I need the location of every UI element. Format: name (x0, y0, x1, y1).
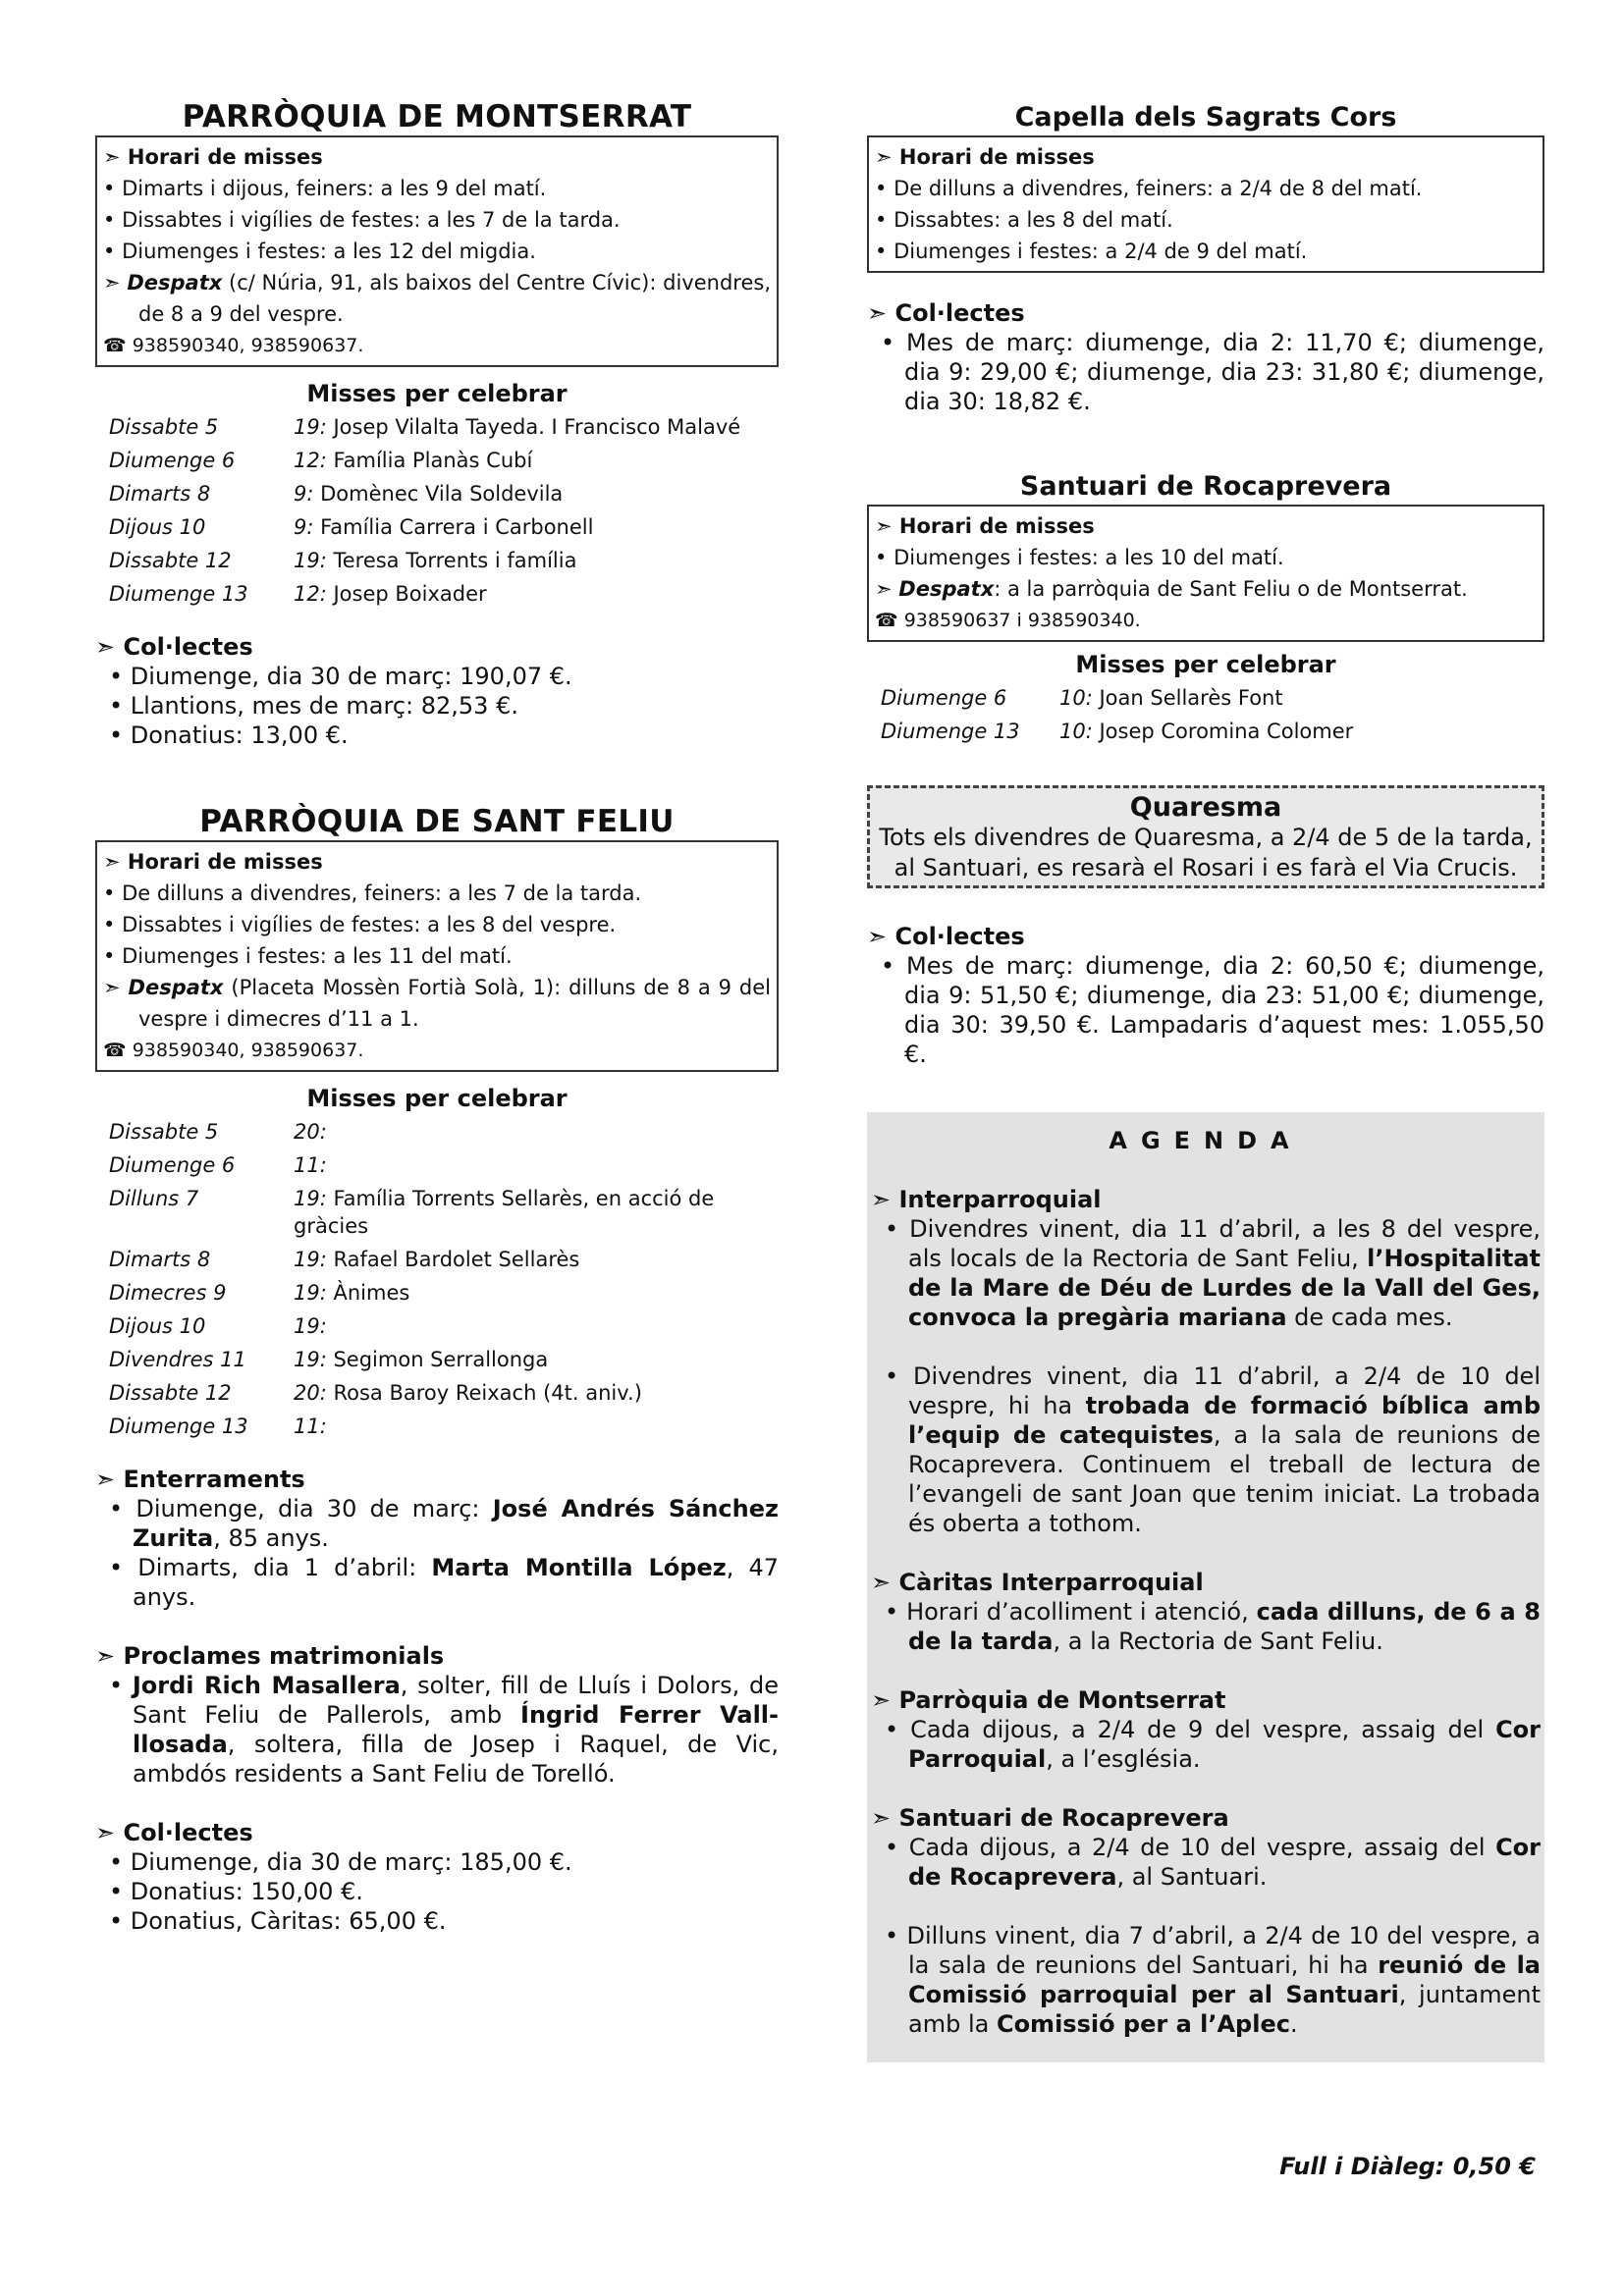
misses-intention (294, 1115, 779, 1148)
table-row (109, 1276, 779, 1309)
proclama-text: , soltera, filla de Josep i Raquel, de Vic, ambdós residents a Sant Feliu de Torelló. (133, 1731, 779, 1788)
misses-text: Josep Coromina Colomer (1092, 720, 1354, 743)
rocaprevera-despatx (875, 573, 1537, 605)
misses-day: Diumenge 13 (881, 720, 1020, 743)
santfeliu-phone: ☎ 938590340, 938590637. (103, 1040, 364, 1061)
quaresma-box (867, 785, 1544, 888)
right-column (867, 0, 1544, 2062)
agenda-item (871, 1214, 1541, 1332)
table-row (109, 410, 740, 444)
agenda-highlight: l’Hospitalitat de la Mare de Déu de Lurdes de la Vall del Ges, convoca la pregària mariana (908, 1245, 1541, 1331)
despatx-label: Despatx (128, 976, 224, 999)
rocaprevera-phone: ☎ 938590637 i 938590340. (875, 610, 1141, 631)
montserrat-horari-heading: ➣ Horari de misses (103, 141, 771, 173)
collecta-item: • Donatius: 150,00 €. (95, 1877, 779, 1906)
misses-intention (294, 444, 740, 477)
misses-hour: 11: (294, 1153, 327, 1177)
agenda-text: Cada dijous, a 2/4 de 9 del vespre, assaig del (910, 1716, 1496, 1743)
montserrat-despatx (103, 267, 771, 330)
santfeliu-enterraments (95, 1465, 779, 1612)
agenda-item (871, 1597, 1541, 1656)
table-row (109, 1182, 779, 1243)
table-row (109, 1410, 779, 1443)
despatx-text: : a la parròquia de Sant Feliu o de Montserrat. (994, 577, 1468, 601)
montserrat-misses-table (109, 410, 740, 611)
agenda-text: Horari d’acolliment i atenció, (906, 1598, 1257, 1626)
agenda-highlight: trobada de formació bíblica amb l’equip de catequistes (908, 1392, 1541, 1449)
proclames-title: ➣ Proclames matrimonials (95, 1641, 779, 1671)
santfeliu-horari-item: • De dilluns a divendres, feiners: a les 7 de la tarda. (103, 878, 771, 909)
misses-day: Dimarts 8 (109, 482, 211, 506)
misses-day: Diumenge 13 (109, 1415, 248, 1438)
santfeliu-collectes-title: ➣ Col·lectes (95, 1818, 779, 1847)
table-row (109, 544, 740, 577)
misses-intention (294, 1182, 779, 1243)
agenda-highlight: Cor de Rocaprevera (908, 1834, 1541, 1891)
table-row (109, 577, 740, 611)
despatx-text: (Placeta Mossèn Fortià Solà, 1): dilluns de 8 a 9 del vespre i dimecres d’11 a 1. (138, 976, 771, 1031)
rocaprevera-horari-item: • Diumenges i festes: a les 10 del matí. (875, 542, 1537, 573)
table-row (109, 1343, 779, 1376)
capella-horari-heading: ➣ Horari de misses (875, 141, 1537, 173)
misses-day: Diumenge 6 (109, 449, 236, 472)
misses-text: Ànimes (326, 1281, 410, 1305)
misses-intention (1059, 715, 1353, 748)
montserrat-horari-box (95, 135, 779, 367)
table-row (109, 1243, 779, 1276)
collecta-item: • Mes de març: diumenge, dia 2: 11,70 €; diumenge, dia 9: 29,00 €; diumenge, dia 23: 31,80 €; diumenge, dia 30: 18,82 €. (867, 328, 1544, 416)
despatx-text: (c/ Núria, 91, als baixos del Centre Cívic): divendres, de 8 a 9 del vespre. (138, 271, 771, 326)
agenda-item (871, 1715, 1541, 1774)
misses-intention (1059, 681, 1353, 715)
misses-day: Divendres 11 (109, 1348, 246, 1371)
misses-hour: 19: (294, 549, 327, 572)
rocaprevera-misses-title: Misses per celebrar (1075, 651, 1336, 678)
misses-text: Segimon Serrallonga (326, 1348, 549, 1371)
agenda-text: , a la sala de reunions de Rocaprevera. Continuem el treball de lectura de l’evangeli de sant Joan que tenim iniciat. La trobada és oberta a tothom. (908, 1421, 1541, 1537)
santfeliu-collectes (95, 1818, 779, 1936)
montserrat-collectes (95, 632, 779, 750)
capella-title: Capella dels Sagrats Cors (1014, 102, 1397, 133)
misses-intention (294, 1243, 779, 1276)
misses-day: Dijous 10 (109, 515, 206, 539)
misses-hour: 19: (294, 1281, 327, 1305)
misses-hour: 10: (1059, 720, 1093, 743)
enterrament-item (95, 1494, 779, 1553)
misses-day: Dissabte 5 (109, 1120, 219, 1144)
misses-day: Dissabte 12 (109, 549, 232, 572)
misses-hour: 10: (1059, 686, 1093, 710)
table-row (881, 681, 1353, 715)
capella-horari-item: • Dissabtes: a les 8 del matí. (875, 204, 1537, 236)
misses-intention (294, 1410, 779, 1443)
despatx-label: Despatx (898, 577, 995, 601)
table-row (109, 477, 740, 510)
agenda-text: . (1289, 2010, 1298, 2038)
montserrat-misses-title: Misses per celebrar (306, 380, 568, 407)
misses-hour: 11: (294, 1415, 327, 1438)
price-footer: Full i Diàleg: 0,50 € (1279, 2153, 1536, 2180)
misses-text: Família Torrents Sellarès, en acció de gràcies (294, 1187, 715, 1238)
santfeliu-misses-title: Misses per celebrar (306, 1085, 568, 1112)
santfeliu-title: PARRÒQUIA DE SANT FELIU (199, 804, 675, 839)
despatx-label: Despatx (127, 271, 223, 294)
agenda-highlight: Comissió per a l’Aplec (996, 2010, 1290, 2038)
misses-hour: 19: (294, 1187, 327, 1210)
santfeliu-misses-table (109, 1115, 779, 1443)
agenda-text: , a la Rectoria de Sant Feliu. (1053, 1628, 1383, 1655)
misses-day: Dissabte 5 (109, 415, 219, 439)
collecta-item: • Llantions, mes de març: 82,53 €. (95, 691, 779, 721)
misses-hour: 9: (294, 482, 314, 506)
agenda-item (871, 1921, 1541, 2039)
enterrament-item (95, 1553, 779, 1612)
collecta-item: • Donatius, Càritas: 65,00 €. (95, 1906, 779, 1936)
proclama-item (95, 1671, 779, 1789)
misses-hour: 19: (294, 1248, 327, 1271)
santfeliu-horari-item: • Dissabtes i vigílies de festes: a les 8 del vespre. (103, 909, 771, 940)
misses-intention (294, 544, 740, 577)
rocaprevera-collectes-title: ➣ Col·lectes (867, 922, 1544, 951)
santfeliu-horari-box (95, 840, 779, 1072)
capella-horari-item: • De dilluns a divendres, feiners: a 2/4 de 8 del matí. (875, 173, 1537, 204)
santfeliu-horari-heading: ➣ Horari de misses (103, 846, 771, 878)
agenda-text: Dilluns vinent, dia 7 d’abril, a 2/4 de 10 del vespre, a la sala de reunions del Santuari, hi ha (906, 1922, 1541, 1979)
rocaprevera-misses-table (881, 681, 1353, 748)
agenda-text: Divendres vinent, dia 11 d’abril, a 2/4 de 10 del vespre, hi ha (908, 1362, 1541, 1419)
rocaprevera-horari-heading: ➣ Horari de misses (875, 510, 1537, 542)
montserrat-collectes-title: ➣ Col·lectes (95, 632, 779, 662)
quaresma-text: Tots els divendres de Quaresma, a 2/4 de 5 de la tarda, al Santuari, es resarà el Rosari i es farà el Via Crucis. (879, 824, 1533, 881)
misses-text: Rosa Baroy Reixach (4t. aniv.) (326, 1381, 642, 1405)
santfeliu-horari-item: • Diumenges i festes: a les 11 del matí. (103, 940, 771, 972)
misses-intention (294, 1343, 779, 1376)
misses-intention (294, 577, 740, 611)
misses-day: Diumenge 13 (109, 582, 248, 606)
capella-collectes-title: ➣ Col·lectes (867, 298, 1544, 328)
enterrament-date: Dimarts, dia 1 d’abril: (137, 1554, 432, 1581)
collecta-item: • Diumenge, dia 30 de març: 185,00 €. (95, 1847, 779, 1877)
montserrat-horari-item: • Dimarts i dijous, feiners: a les 9 del matí. (103, 173, 771, 204)
misses-day: Dilluns 7 (109, 1187, 199, 1210)
rocaprevera-horari-box (867, 505, 1544, 642)
misses-intention (294, 1309, 779, 1343)
collecta-item: • Donatius: 13,00 €. (95, 721, 779, 750)
misses-hour: 19: (294, 415, 327, 439)
agenda-rocaprevera-title: ➣ Santuari de Rocaprevera (871, 1803, 1541, 1833)
table-row (109, 1309, 779, 1343)
agenda-text: , al Santuari. (1116, 1863, 1268, 1891)
misses-text: Joan Sellarès Font (1092, 686, 1283, 710)
agenda-text: , a l’església. (1046, 1745, 1201, 1773)
misses-hour: 20: (294, 1381, 327, 1405)
misses-hour: 19: (294, 1348, 327, 1371)
table-row (109, 1115, 779, 1148)
misses-day: Diumenge 6 (109, 1153, 236, 1177)
agenda-box (867, 1112, 1544, 2062)
misses-intention (294, 510, 740, 544)
misses-text: Família Carrera i Carbonell (313, 515, 594, 539)
table-row (109, 1148, 779, 1182)
table-row (109, 1376, 779, 1410)
agenda-highlight: cada dilluns, de 6 a 8 de la tarda (908, 1598, 1541, 1655)
agenda-item (871, 1362, 1541, 1538)
misses-intention (294, 410, 740, 444)
collecta-item: • Mes de març: diumenge, dia 2: 60,50 €; diumenge, dia 9: 51,50 €; diumenge, dia 23: 51,00 €; diumenge, dia 30: 39,50 €. Lampadaris d’aquest mes: 1.055,50 €. (867, 951, 1544, 1069)
misses-hour: 12: (294, 449, 327, 472)
misses-day: Dimecres 9 (109, 1281, 227, 1305)
agenda-title: AGENDA (1109, 1127, 1303, 1154)
agenda-text: , juntament amb la (908, 1981, 1541, 2038)
left-column (95, 0, 779, 1936)
table-row (109, 444, 740, 477)
agenda-text: Cada dijous, a 2/4 de 10 del vespre, assaig del (908, 1834, 1496, 1861)
misses-text: Josep Vilalta Tayeda. I Francisco Malavé (326, 415, 741, 439)
montserrat-title: PARRÒQUIA DE MONTSERRAT (182, 99, 692, 134)
collecta-item: • Diumenge, dia 30 de març: 190,07 €. (95, 662, 779, 691)
enterrament-date: Diumenge, dia 30 de març: (135, 1495, 493, 1522)
rocaprevera-title: Santuari de Rocaprevera (1019, 471, 1392, 502)
agenda-highlight: reunió de la Comissió parroquial per al Santuari (908, 1951, 1541, 2008)
santfeliu-despatx (103, 972, 771, 1035)
agenda-interparroquial-title: ➣ Interparroquial (871, 1185, 1541, 1214)
rocaprevera-collectes (867, 922, 1544, 1069)
capella-collectes (867, 298, 1544, 416)
misses-intention (294, 1276, 779, 1309)
misses-day: Dissabte 12 (109, 1381, 232, 1405)
agenda-highlight: Cor Parroquial (908, 1716, 1541, 1773)
enterrament-name: Marta Montilla López (431, 1554, 727, 1581)
misses-day: Dimarts 8 (109, 1248, 211, 1271)
misses-text: Josep Boixader (326, 582, 487, 606)
agenda-montserrat-title: ➣ Parròquia de Montserrat (871, 1685, 1541, 1715)
quaresma-title: Quaresma (1129, 792, 1282, 823)
misses-intention (294, 1148, 779, 1182)
agenda-item (871, 1833, 1541, 1892)
capella-horari-item: • Diumenges i festes: a 2/4 de 9 del matí. (875, 236, 1537, 267)
montserrat-horari-item: • Diumenges i festes: a les 12 del migdia. (103, 236, 771, 267)
enterraments-title: ➣ Enterraments (95, 1465, 779, 1494)
misses-intention (294, 1376, 779, 1410)
misses-intention (294, 477, 740, 510)
agenda-text: de cada mes. (1286, 1304, 1453, 1331)
montserrat-horari-item: • Dissabtes i vigílies de festes: a les 7 de la tarda. (103, 204, 771, 236)
proclama-text: , solter, fill de Lluís i Dolors, de Sant Feliu de Pallerols, amb (133, 1672, 779, 1729)
capella-horari-box (867, 135, 1544, 273)
misses-text: Família Planàs Cubí (326, 449, 533, 472)
table-row (109, 510, 740, 544)
montserrat-phone: ☎ 938590340, 938590637. (103, 335, 364, 356)
misses-day: Diumenge 6 (881, 686, 1007, 710)
table-row (881, 715, 1353, 748)
misses-text: Domènec Vila Soldevila (313, 482, 564, 506)
agenda-caritas-title: ➣ Càritas Interparroquial (871, 1568, 1541, 1597)
misses-hour: 19: (294, 1314, 327, 1338)
enterrament-age: , 85 anys. (213, 1524, 329, 1552)
misses-hour: 20: (294, 1120, 327, 1144)
enterrament-name: José Andrés Sánchez Zurita (133, 1495, 779, 1552)
misses-text: Rafael Bardolet Sellarès (326, 1248, 580, 1271)
enterrament-age: , 47 anys. (133, 1554, 779, 1611)
misses-hour: 9: (294, 515, 314, 539)
misses-day: Dijous 10 (109, 1314, 206, 1338)
proclama-bride: Íngrid Ferrer Vall-llosada (133, 1701, 779, 1758)
agenda-text: Divendres vinent, dia 11 d’abril, a les 8 del vespre, als locals de la Rectoria de Sant Feliu, (908, 1215, 1541, 1272)
misses-text: Teresa Torrents i família (326, 549, 577, 572)
santfeliu-proclames (95, 1641, 779, 1789)
misses-hour: 12: (294, 582, 327, 606)
proclama-groom: Jordi Rich Masallera (132, 1672, 401, 1699)
